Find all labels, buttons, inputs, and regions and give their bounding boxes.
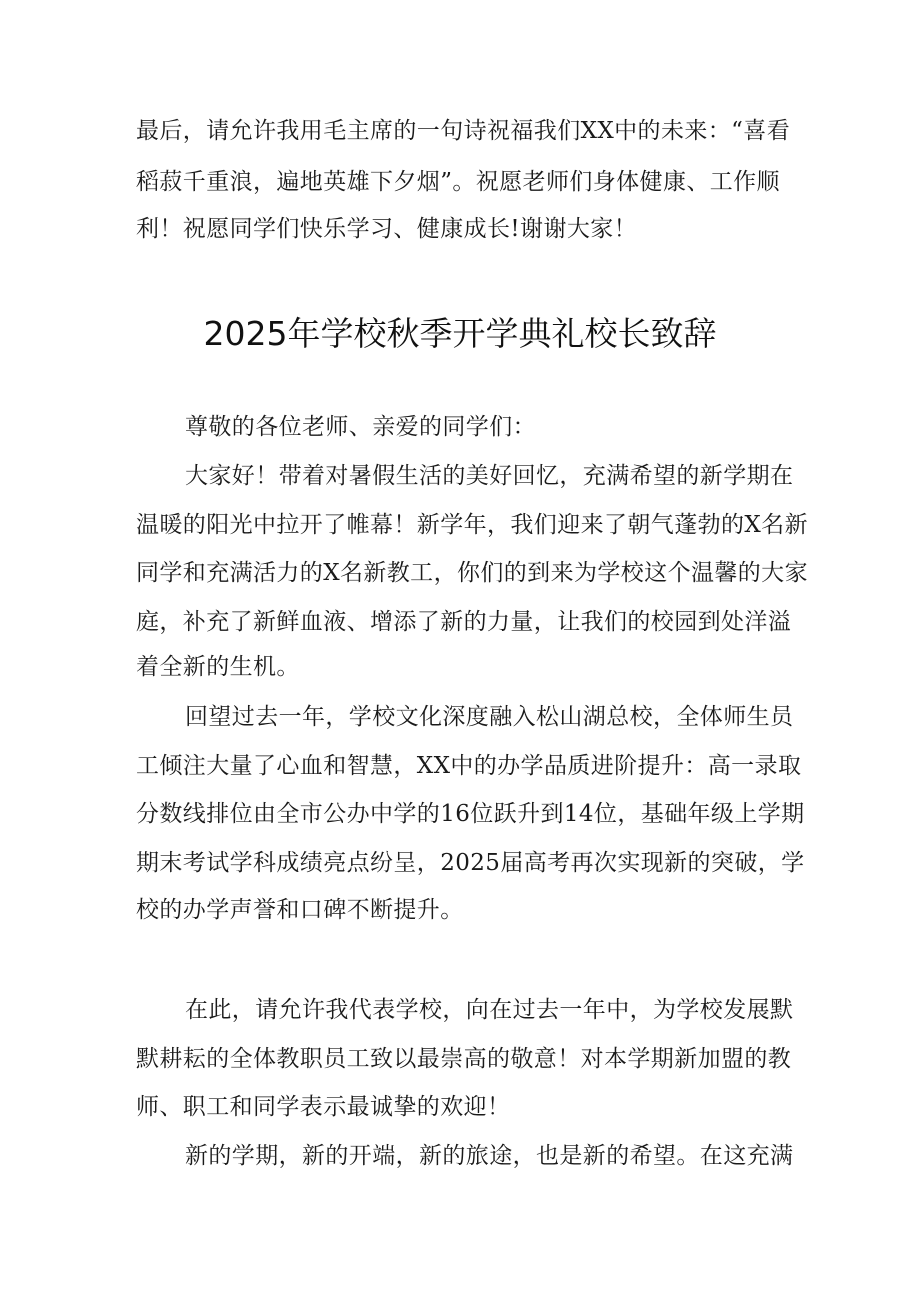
paragraph-1-line-3: 同学和充满活力的X名新教工，你们的到来为学校这个温馨的大家	[136, 560, 808, 586]
closing-line-3: 利！祝愿同学们快乐学习、健康成长!谢谢大家！	[136, 216, 638, 242]
greeting: 尊敬的各位老师、亲爱的同学们：	[185, 414, 536, 440]
paragraph-2-line-4: 期末考试学科成绩亮点纷呈，2025届高考再次实现新的突破，学	[136, 850, 805, 876]
paragraph-1-line-4: 庭，补充了新鲜血液、增添了新的力量，让我们的校园到处洋溢	[136, 609, 792, 635]
paragraph-1-line-2: 温暖的阳光中拉开了帷幕！新学年，我们迎来了朝气蓬勃的X名新	[136, 512, 808, 538]
page-title: 2025年学校秋季开学典礼校长致辞	[203, 314, 717, 353]
paragraph-1-line-5: 着全新的生机。	[136, 654, 300, 680]
paragraph-2-line-2: 工倾注大量了心血和智慧，XX中的办学品质进阶提升：高一录取	[136, 753, 802, 779]
paragraph-3-line-1: 在此，请允许我代表学校，向在过去一年中，为学校发展默	[185, 997, 794, 1023]
paragraph-2-line-3: 分数线排位由全市公办中学的16位跃升到14位，基础年级上学期	[136, 801, 805, 827]
paragraph-1-line-1: 大家好！带着对暑假生活的美好回忆，充满希望的新学期在	[185, 463, 794, 489]
paragraph-3-line-2: 默耕耘的全体教职员工致以最崇高的敬意！对本学期新加盟的教	[136, 1046, 792, 1072]
closing-line-2: 稻菽千重浪，遍地英雄下夕烟”。祝愿老师们身体健康、工作顺	[136, 169, 780, 195]
paragraph-2-line-5: 校的办学声誉和口碑不断提升。	[136, 897, 464, 923]
closing-line-1: 最后，请允许我用毛主席的一句诗祝福我们XX中的未来：“喜看	[136, 118, 791, 144]
paragraph-3-line-3: 师、职工和同学表示最诚挚的欢迎！	[136, 1094, 511, 1120]
paragraph-4-line-1: 新的学期，新的开端，新的旅途，也是新的希望。在这充满	[185, 1143, 794, 1169]
paragraph-2-line-1: 回望过去一年，学校文化深度融入松山湖总校，全体师生员	[185, 704, 794, 730]
